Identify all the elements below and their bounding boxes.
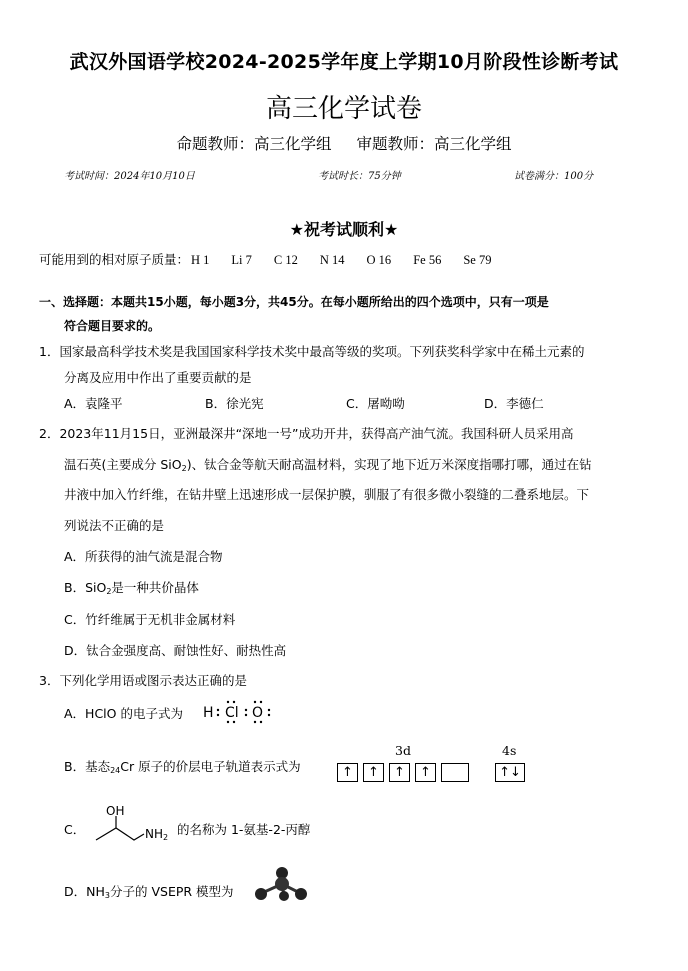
blessing: ★祝考试顺利★ bbox=[289, 220, 399, 239]
q3-option-a: A．HClO 的电子式为 bbox=[64, 706, 183, 721]
q2-option-d: D．钛合金强度高、耐蚀性好、耐热性高 bbox=[64, 643, 287, 658]
svg-text:Cl: Cl bbox=[225, 705, 239, 721]
q2-line2-a: 温石英(主要成分 SiO bbox=[64, 457, 182, 472]
q2-option-c: C．竹纤维属于无机非金属材料 bbox=[64, 612, 236, 627]
q3-option-b-a: B．基态 bbox=[64, 759, 111, 774]
q1-option-d: D．李德仁 bbox=[484, 396, 544, 411]
mass-c: C 12 bbox=[273, 253, 298, 267]
q3-option-d: D．$NH_3$分子的 VSEPR 模型为 bbox=[64, 884, 234, 900]
q3-option-c-prefix: C． bbox=[64, 822, 86, 837]
atomic-mass-label: 可能用到的相对原子质量： bbox=[39, 252, 190, 267]
q3-option-d-b: 分子的 VSEPR 模型为 bbox=[109, 884, 234, 899]
reviewer: 审题教师：高三化学组 bbox=[356, 135, 512, 153]
q3-option-b bbox=[64, 757, 301, 775]
q1-line1: 1．国家最高科学技术奖是我国国家科学技术奖中最高等级的奖项。下列获奖科学家中在稀土元素的 bbox=[39, 344, 585, 359]
section1-heading-b: 符合题目要求的。 bbox=[64, 319, 161, 333]
svg-text:O: O bbox=[252, 705, 264, 721]
q2-option-a: A．所获得的油气流是混合物 bbox=[64, 549, 223, 564]
q1-option-b: B．徐光宪 bbox=[205, 396, 264, 411]
nh2-label: $NH_2$ bbox=[145, 827, 169, 842]
orbital-3d-box-5 bbox=[441, 763, 469, 782]
orbital-3d-label: 3d bbox=[395, 743, 411, 758]
orbital-4s-label: 4s bbox=[502, 743, 517, 758]
q2-line2-b: )、钛合金等航天耐高温材料，实现了地下近万米深度指哪打哪，通过在钻 bbox=[186, 457, 592, 472]
q1-line2: 分离及应用中作出了重要贡献的是 bbox=[64, 370, 252, 385]
electron-dots-icon bbox=[201, 699, 281, 725]
orbital-3d-box-2: ↑ bbox=[363, 763, 384, 782]
exam-time: 考试时间：2024年10月10日 bbox=[64, 171, 195, 182]
ball-stick-model-icon bbox=[252, 866, 312, 902]
orbital-4s-box: ↑↓ bbox=[495, 763, 525, 782]
mass-o: O 16 bbox=[366, 253, 392, 267]
orbital-3d-box-1: ↑ bbox=[337, 763, 358, 782]
q1-option-c: C．屠呦呦 bbox=[346, 396, 405, 411]
q2-option-b-a: B．SiO bbox=[64, 580, 107, 595]
mass-h: H 1 bbox=[191, 253, 210, 267]
mass-se: Se 79 bbox=[463, 253, 492, 267]
orbital-3d-box-3: ↑ bbox=[389, 763, 410, 782]
exam-title: 武汉外国语学校2024-2025学年度上学期10月阶段性诊断考试 bbox=[69, 51, 619, 73]
atomic-mass-line bbox=[39, 250, 491, 268]
hclo-electron-formula bbox=[201, 699, 281, 725]
mass-n: N 14 bbox=[319, 253, 345, 267]
nh3-vsepr-model bbox=[252, 866, 312, 902]
mass-fe: Fe 56 bbox=[413, 253, 442, 267]
svg-text:H: H bbox=[203, 705, 214, 721]
q3-stem: 3．下列化学用语或图示表达正确的是 bbox=[39, 673, 247, 688]
q2-option-b-b: 是一种共价晶体 bbox=[111, 580, 199, 595]
q2-line3: 井液中加入竹纤维，在钻井壁上迅速形成一层保护膜，驯服了有很多微小裂缝的二叠系地层。下 bbox=[64, 487, 590, 502]
q2-line4: 列说法不正确的是 bbox=[64, 518, 165, 533]
cr-atomic-number: 24 bbox=[110, 766, 121, 775]
mass-li: Li 7 bbox=[231, 253, 252, 267]
orbital-3d-box-4: ↑ bbox=[415, 763, 436, 782]
setter: 命题教师：高三化学组 bbox=[176, 135, 332, 153]
exam-subtitle: 高三化学试卷 bbox=[265, 94, 422, 124]
q3-option-d-a: D．NH bbox=[64, 884, 105, 899]
exam-duration: 考试时长：75分钟 bbox=[318, 171, 401, 182]
teachers-line bbox=[0, 132, 688, 154]
full-score: 试卷满分：100分 bbox=[514, 171, 594, 182]
q2-option-b: B．SiO$_2$是一种共价晶体 bbox=[64, 580, 199, 596]
q2-line1: 2．2023年11月15日，亚洲最深井“深地一号”成功开井，获得高产油气流。我国科研人员采用高 bbox=[39, 426, 574, 441]
q3-option-c-text: 的名称为 1-氨基-2-丙醇 bbox=[177, 822, 311, 837]
q2-line2: 温石英(主要成分 SiO$_2$)、钛合金等航天耐高温材料，实现了地下近万米深度指哪打哪，通过在钻 bbox=[64, 457, 592, 473]
q3-option-b-b: Cr 原子的价层电子轨道表示式为 bbox=[120, 759, 301, 774]
oh-label: OH bbox=[106, 804, 125, 818]
section1-heading-a: 一、选择题：本题共15小题，每小题3分，共45分。在每小题所给出的四个选项中，只有一项是 bbox=[39, 295, 549, 309]
q1-option-a: A．袁隆平 bbox=[64, 396, 123, 411]
